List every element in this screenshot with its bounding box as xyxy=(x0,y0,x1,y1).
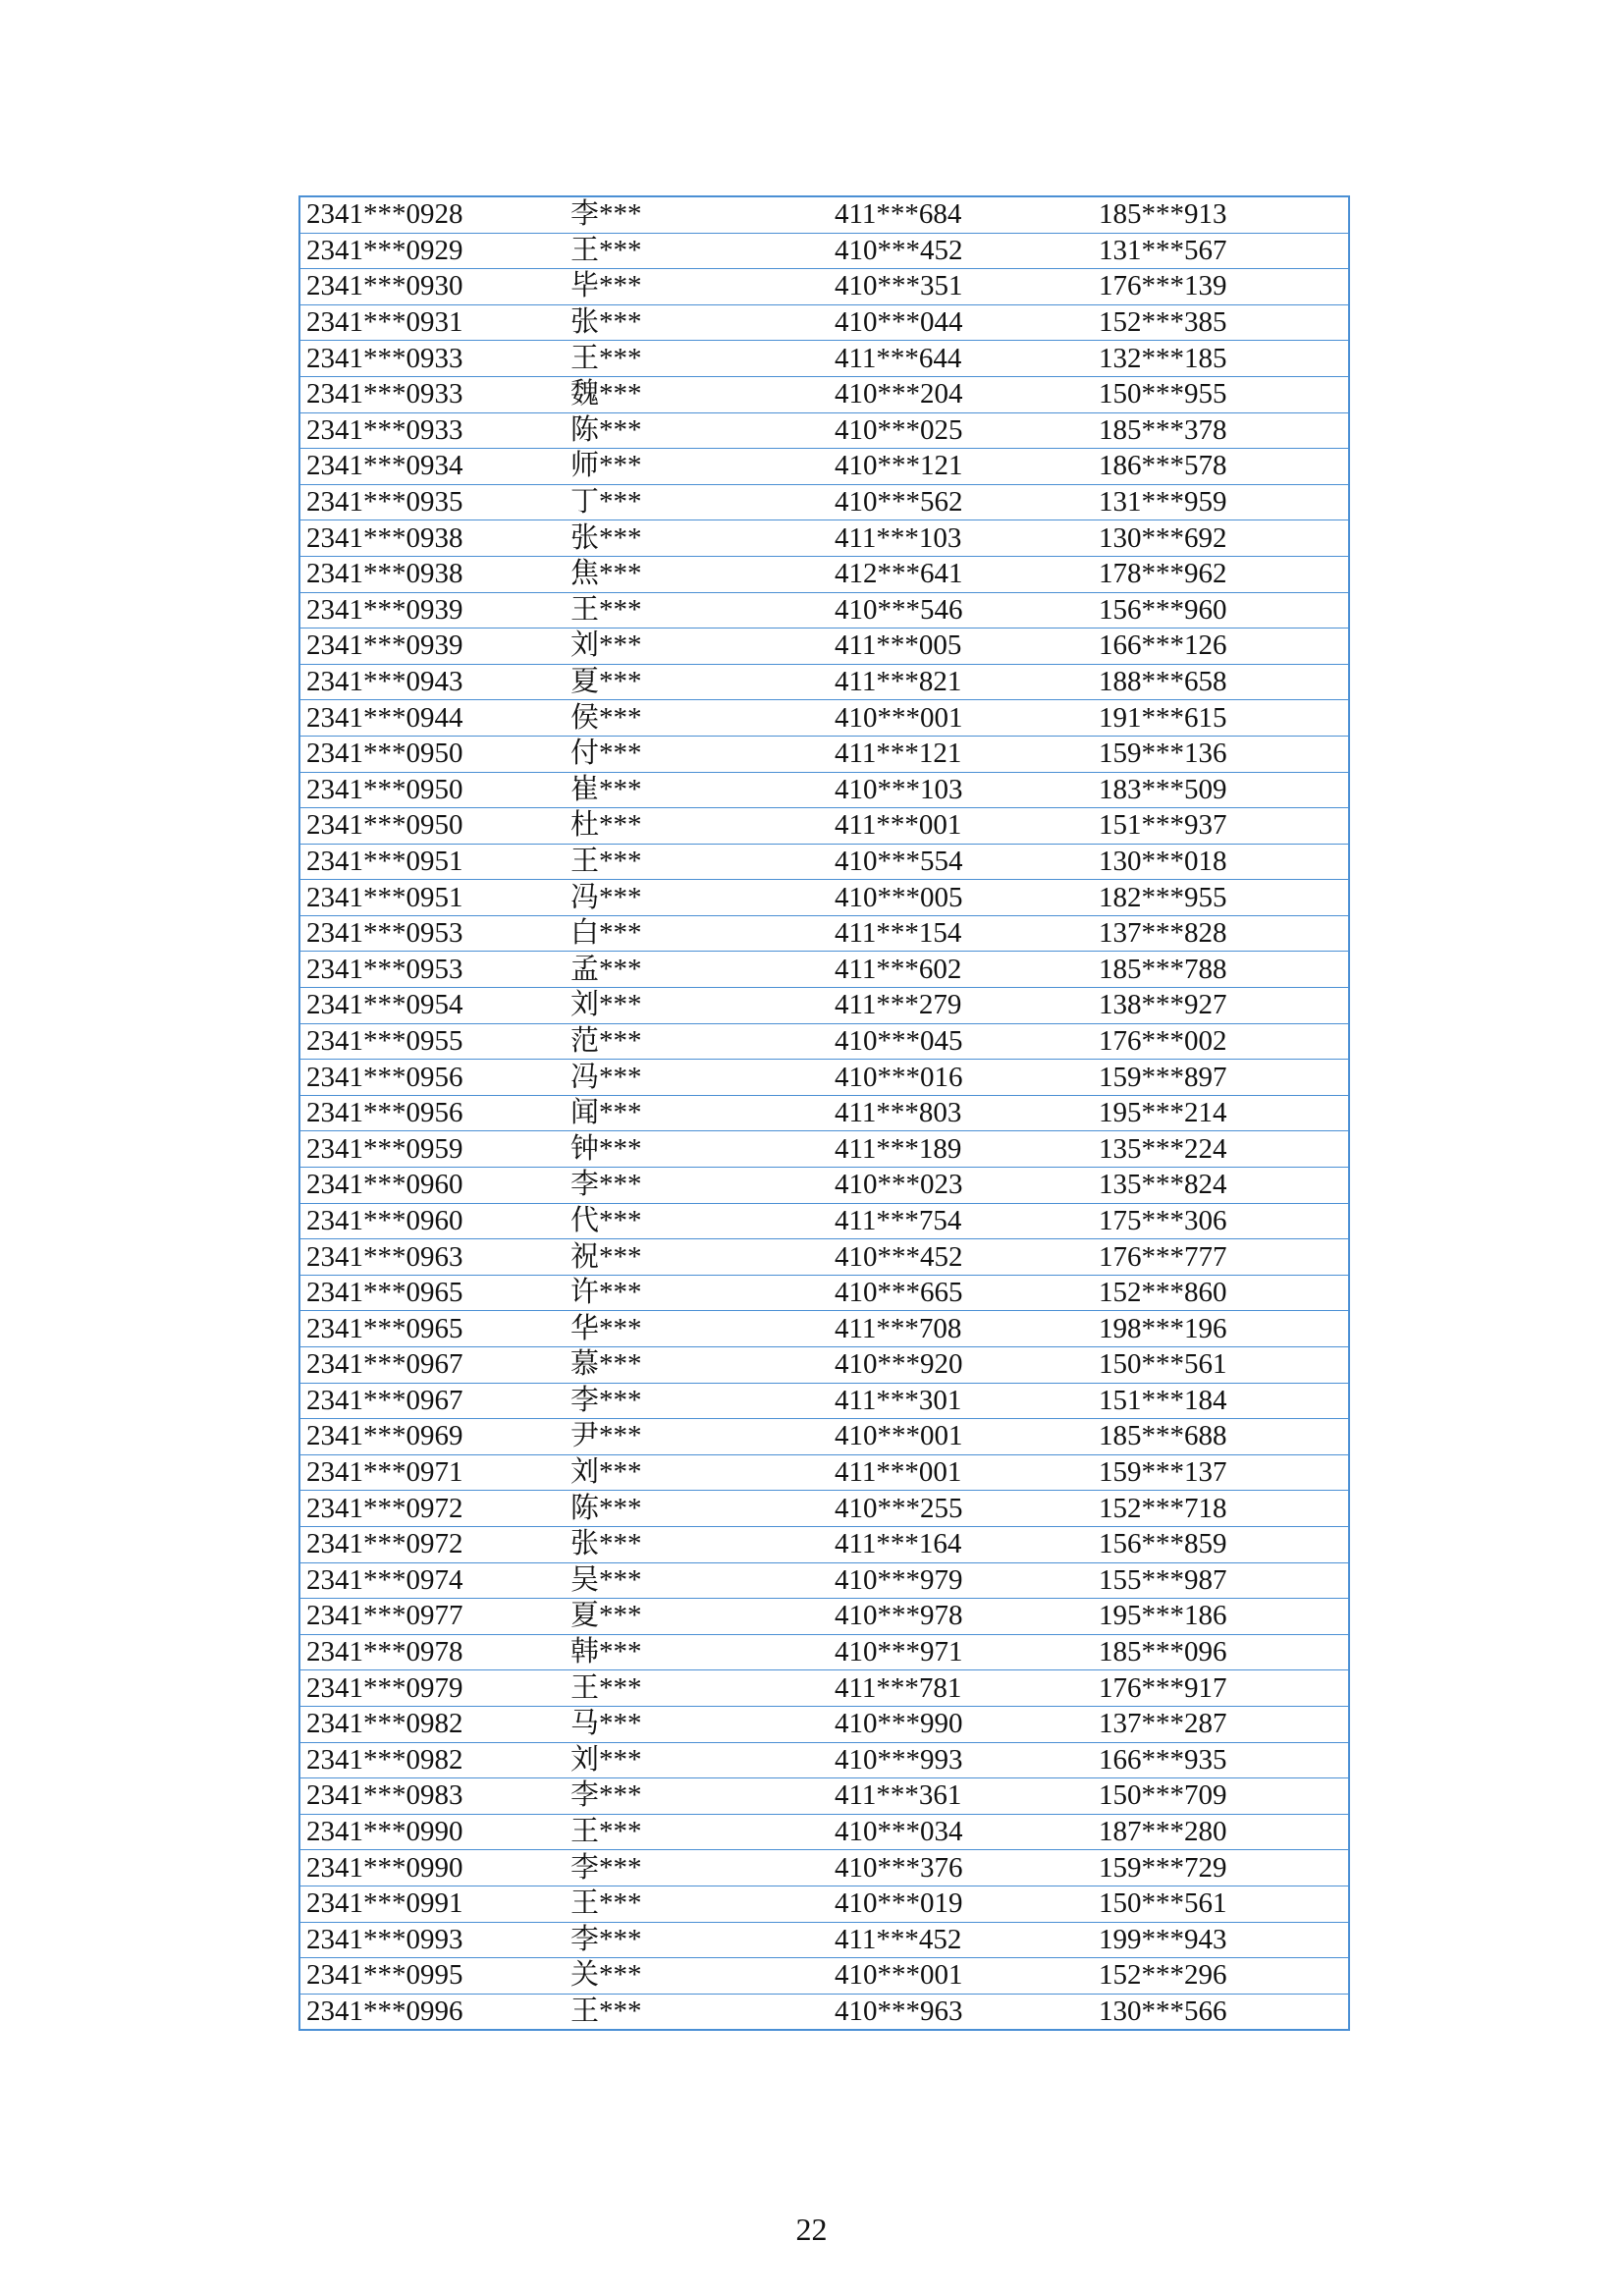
cell-student-id: 2341***0991 xyxy=(299,1886,565,1922)
cell-name: 韩*** xyxy=(565,1634,829,1670)
cell-name: 华*** xyxy=(565,1311,829,1347)
table-row xyxy=(299,1814,1349,1850)
cell-id-number: 411***001 xyxy=(829,1454,1093,1491)
cell-name: 陈*** xyxy=(565,412,829,449)
table-row xyxy=(299,1131,1349,1168)
table-row xyxy=(299,1203,1349,1239)
cell-name: 王*** xyxy=(565,1814,829,1850)
cell-student-id: 2341***0950 xyxy=(299,808,565,845)
cell-name: 李*** xyxy=(565,1383,829,1419)
cell-phone: 175***306 xyxy=(1093,1203,1349,1239)
cell-phone: 151***184 xyxy=(1093,1383,1349,1419)
table-row xyxy=(299,1347,1349,1384)
cell-id-number: 410***665 xyxy=(829,1275,1093,1311)
cell-student-id: 2341***0938 xyxy=(299,520,565,557)
cell-id-number: 411***644 xyxy=(829,341,1093,377)
cell-phone: 137***287 xyxy=(1093,1706,1349,1742)
cell-phone: 132***185 xyxy=(1093,341,1349,377)
cell-id-number: 411***803 xyxy=(829,1095,1093,1131)
cell-phone: 198***196 xyxy=(1093,1311,1349,1347)
cell-id-number: 410***016 xyxy=(829,1060,1093,1096)
cell-id-number: 411***154 xyxy=(829,915,1093,952)
cell-student-id: 2341***0983 xyxy=(299,1778,565,1815)
cell-phone: 185***913 xyxy=(1093,196,1349,233)
cell-phone: 155***987 xyxy=(1093,1562,1349,1599)
cell-id-number: 410***019 xyxy=(829,1886,1093,1922)
cell-name: 吴*** xyxy=(565,1562,829,1599)
table-row xyxy=(299,1958,1349,1995)
cell-name: 夏*** xyxy=(565,664,829,700)
cell-student-id: 2341***0944 xyxy=(299,700,565,737)
table-row xyxy=(299,1168,1349,1204)
cell-student-id: 2341***0931 xyxy=(299,304,565,341)
cell-name: 慕*** xyxy=(565,1347,829,1384)
table-row xyxy=(299,988,1349,1024)
cell-phone: 166***935 xyxy=(1093,1742,1349,1778)
cell-id-number: 411***189 xyxy=(829,1131,1093,1168)
cell-id-number: 410***963 xyxy=(829,1994,1093,2030)
cell-name: 王*** xyxy=(565,1994,829,2030)
cell-id-number: 411***708 xyxy=(829,1311,1093,1347)
cell-id-number: 411***005 xyxy=(829,629,1093,665)
cell-student-id: 2341***0993 xyxy=(299,1922,565,1958)
cell-student-id: 2341***0955 xyxy=(299,1023,565,1060)
cell-student-id: 2341***0953 xyxy=(299,952,565,988)
cell-name: 李*** xyxy=(565,1850,829,1886)
cell-name: 孟*** xyxy=(565,952,829,988)
cell-id-number: 411***164 xyxy=(829,1526,1093,1562)
cell-student-id: 2341***0939 xyxy=(299,629,565,665)
cell-student-id: 2341***0977 xyxy=(299,1599,565,1635)
table-row xyxy=(299,772,1349,808)
table-row xyxy=(299,1706,1349,1742)
table-row xyxy=(299,1419,1349,1455)
cell-id-number: 412***641 xyxy=(829,556,1093,592)
cell-student-id: 2341***0960 xyxy=(299,1203,565,1239)
cell-phone: 187***280 xyxy=(1093,1814,1349,1850)
cell-id-number: 410***971 xyxy=(829,1634,1093,1670)
table-row xyxy=(299,1634,1349,1670)
cell-name: 杜*** xyxy=(565,808,829,845)
cell-student-id: 2341***0933 xyxy=(299,341,565,377)
cell-name: 王*** xyxy=(565,844,829,880)
cell-student-id: 2341***0990 xyxy=(299,1850,565,1886)
cell-id-number: 410***993 xyxy=(829,1742,1093,1778)
cell-name: 刘*** xyxy=(565,1454,829,1491)
cell-name: 付*** xyxy=(565,736,829,772)
table-row xyxy=(299,1454,1349,1491)
cell-phone: 151***937 xyxy=(1093,808,1349,845)
table-row xyxy=(299,412,1349,449)
cell-name: 尹*** xyxy=(565,1419,829,1455)
cell-student-id: 2341***0951 xyxy=(299,880,565,916)
cell-id-number: 410***044 xyxy=(829,304,1093,341)
cell-name: 焦*** xyxy=(565,556,829,592)
cell-id-number: 410***001 xyxy=(829,1958,1093,1995)
cell-phone: 199***943 xyxy=(1093,1922,1349,1958)
table-row xyxy=(299,736,1349,772)
cell-phone: 150***955 xyxy=(1093,376,1349,412)
cell-name: 钟*** xyxy=(565,1131,829,1168)
table-row xyxy=(299,484,1349,520)
table-row xyxy=(299,341,1349,377)
cell-phone: 131***959 xyxy=(1093,484,1349,520)
cell-student-id: 2341***0969 xyxy=(299,1419,565,1455)
cell-phone: 176***917 xyxy=(1093,1670,1349,1707)
cell-id-number: 410***204 xyxy=(829,376,1093,412)
cell-student-id: 2341***0939 xyxy=(299,592,565,629)
cell-student-id: 2341***0965 xyxy=(299,1275,565,1311)
cell-student-id: 2341***0956 xyxy=(299,1060,565,1096)
table-row xyxy=(299,376,1349,412)
cell-id-number: 410***001 xyxy=(829,1419,1093,1455)
cell-phone: 131***567 xyxy=(1093,233,1349,269)
cell-phone: 185***096 xyxy=(1093,1634,1349,1670)
cell-student-id: 2341***0929 xyxy=(299,233,565,269)
cell-phone: 150***561 xyxy=(1093,1347,1349,1384)
cell-student-id: 2341***0990 xyxy=(299,1814,565,1850)
cell-id-number: 411***121 xyxy=(829,736,1093,772)
cell-id-number: 410***045 xyxy=(829,1023,1093,1060)
cell-id-number: 411***781 xyxy=(829,1670,1093,1707)
cell-phone: 159***729 xyxy=(1093,1850,1349,1886)
table-row xyxy=(299,664,1349,700)
cell-name: 张*** xyxy=(565,520,829,557)
table-row xyxy=(299,1670,1349,1707)
cell-id-number: 410***034 xyxy=(829,1814,1093,1850)
cell-name: 许*** xyxy=(565,1275,829,1311)
cell-student-id: 2341***0996 xyxy=(299,1994,565,2030)
cell-id-number: 411***821 xyxy=(829,664,1093,700)
cell-id-number: 410***005 xyxy=(829,880,1093,916)
cell-name: 陈*** xyxy=(565,1491,829,1527)
cell-id-number: 410***255 xyxy=(829,1491,1093,1527)
cell-phone: 159***897 xyxy=(1093,1060,1349,1096)
table-row xyxy=(299,808,1349,845)
cell-phone: 152***296 xyxy=(1093,1958,1349,1995)
cell-id-number: 410***103 xyxy=(829,772,1093,808)
cell-name: 白*** xyxy=(565,915,829,952)
cell-student-id: 2341***0933 xyxy=(299,376,565,412)
cell-name: 夏*** xyxy=(565,1599,829,1635)
cell-phone: 166***126 xyxy=(1093,629,1349,665)
cell-id-number: 410***025 xyxy=(829,412,1093,449)
cell-name: 李*** xyxy=(565,1168,829,1204)
cell-name: 刘*** xyxy=(565,1742,829,1778)
cell-phone: 150***561 xyxy=(1093,1886,1349,1922)
roster-table-body xyxy=(299,196,1349,2030)
cell-name: 魏*** xyxy=(565,376,829,412)
cell-id-number: 410***990 xyxy=(829,1706,1093,1742)
cell-student-id: 2341***0956 xyxy=(299,1095,565,1131)
cell-phone: 135***224 xyxy=(1093,1131,1349,1168)
cell-phone: 135***824 xyxy=(1093,1168,1349,1204)
cell-id-number: 410***376 xyxy=(829,1850,1093,1886)
cell-id-number: 411***452 xyxy=(829,1922,1093,1958)
cell-name: 李*** xyxy=(565,1778,829,1815)
cell-name: 代*** xyxy=(565,1203,829,1239)
cell-phone: 191***615 xyxy=(1093,700,1349,737)
table-row xyxy=(299,196,1349,233)
cell-phone: 182***955 xyxy=(1093,880,1349,916)
table-row xyxy=(299,1886,1349,1922)
cell-name: 李*** xyxy=(565,1922,829,1958)
cell-phone: 185***688 xyxy=(1093,1419,1349,1455)
cell-phone: 176***777 xyxy=(1093,1239,1349,1276)
cell-phone: 130***566 xyxy=(1093,1994,1349,2030)
cell-name: 丁*** xyxy=(565,484,829,520)
cell-name: 侯*** xyxy=(565,700,829,737)
table-row xyxy=(299,1275,1349,1311)
cell-id-number: 410***554 xyxy=(829,844,1093,880)
cell-phone: 137***828 xyxy=(1093,915,1349,952)
table-row xyxy=(299,700,1349,737)
cell-student-id: 2341***0972 xyxy=(299,1526,565,1562)
table-row xyxy=(299,844,1349,880)
cell-student-id: 2341***0965 xyxy=(299,1311,565,1347)
cell-phone: 159***136 xyxy=(1093,736,1349,772)
cell-student-id: 2341***0974 xyxy=(299,1562,565,1599)
cell-student-id: 2341***0959 xyxy=(299,1131,565,1168)
table-row xyxy=(299,1239,1349,1276)
cell-name: 李*** xyxy=(565,196,829,233)
table-row xyxy=(299,556,1349,592)
cell-name: 王*** xyxy=(565,341,829,377)
cell-student-id: 2341***0967 xyxy=(299,1383,565,1419)
cell-student-id: 2341***0938 xyxy=(299,556,565,592)
table-row xyxy=(299,1060,1349,1096)
table-row xyxy=(299,1922,1349,1958)
cell-id-number: 411***301 xyxy=(829,1383,1093,1419)
cell-phone: 186***578 xyxy=(1093,449,1349,485)
table-row xyxy=(299,1095,1349,1131)
table-row xyxy=(299,1311,1349,1347)
table-row xyxy=(299,1994,1349,2030)
cell-student-id: 2341***0954 xyxy=(299,988,565,1024)
cell-student-id: 2341***0943 xyxy=(299,664,565,700)
cell-student-id: 2341***0933 xyxy=(299,412,565,449)
cell-phone: 178***962 xyxy=(1093,556,1349,592)
table-row xyxy=(299,1850,1349,1886)
table-row xyxy=(299,1599,1349,1635)
cell-phone: 159***137 xyxy=(1093,1454,1349,1491)
cell-student-id: 2341***0982 xyxy=(299,1706,565,1742)
cell-name: 祝*** xyxy=(565,1239,829,1276)
table-row xyxy=(299,1778,1349,1815)
table-row xyxy=(299,1383,1349,1419)
cell-phone: 156***960 xyxy=(1093,592,1349,629)
cell-student-id: 2341***0967 xyxy=(299,1347,565,1384)
cell-id-number: 410***452 xyxy=(829,1239,1093,1276)
cell-name: 王*** xyxy=(565,592,829,629)
cell-student-id: 2341***0930 xyxy=(299,269,565,305)
cell-phone: 176***002 xyxy=(1093,1023,1349,1060)
cell-phone: 152***860 xyxy=(1093,1275,1349,1311)
cell-name: 师*** xyxy=(565,449,829,485)
table-row xyxy=(299,1526,1349,1562)
table-row xyxy=(299,1562,1349,1599)
cell-phone: 176***139 xyxy=(1093,269,1349,305)
cell-student-id: 2341***0953 xyxy=(299,915,565,952)
cell-id-number: 411***103 xyxy=(829,520,1093,557)
cell-id-number: 410***562 xyxy=(829,484,1093,520)
cell-student-id: 2341***0963 xyxy=(299,1239,565,1276)
cell-student-id: 2341***0982 xyxy=(299,1742,565,1778)
cell-name: 崔*** xyxy=(565,772,829,808)
cell-phone: 183***509 xyxy=(1093,772,1349,808)
table-row xyxy=(299,1023,1349,1060)
cell-name: 关*** xyxy=(565,1958,829,1995)
cell-phone: 185***378 xyxy=(1093,412,1349,449)
cell-name: 王*** xyxy=(565,1670,829,1707)
cell-id-number: 410***121 xyxy=(829,449,1093,485)
cell-name: 冯*** xyxy=(565,1060,829,1096)
cell-student-id: 2341***0972 xyxy=(299,1491,565,1527)
cell-student-id: 2341***0950 xyxy=(299,736,565,772)
cell-name: 王*** xyxy=(565,233,829,269)
cell-name: 毕*** xyxy=(565,269,829,305)
cell-name: 范*** xyxy=(565,1023,829,1060)
table-row xyxy=(299,952,1349,988)
cell-student-id: 2341***0951 xyxy=(299,844,565,880)
cell-id-number: 411***602 xyxy=(829,952,1093,988)
cell-id-number: 410***351 xyxy=(829,269,1093,305)
cell-name: 王*** xyxy=(565,1886,829,1922)
cell-phone: 188***658 xyxy=(1093,664,1349,700)
cell-student-id: 2341***0935 xyxy=(299,484,565,520)
cell-student-id: 2341***0928 xyxy=(299,196,565,233)
cell-id-number: 410***920 xyxy=(829,1347,1093,1384)
cell-student-id: 2341***0979 xyxy=(299,1670,565,1707)
table-row xyxy=(299,1491,1349,1527)
table-row xyxy=(299,520,1349,557)
cell-student-id: 2341***0971 xyxy=(299,1454,565,1491)
table-row xyxy=(299,592,1349,629)
cell-phone: 152***718 xyxy=(1093,1491,1349,1527)
cell-name: 张*** xyxy=(565,304,829,341)
table-row xyxy=(299,269,1349,305)
cell-phone: 130***692 xyxy=(1093,520,1349,557)
cell-phone: 138***927 xyxy=(1093,988,1349,1024)
cell-id-number: 410***979 xyxy=(829,1562,1093,1599)
cell-name: 刘*** xyxy=(565,988,829,1024)
cell-id-number: 410***546 xyxy=(829,592,1093,629)
table-row xyxy=(299,880,1349,916)
table-row xyxy=(299,233,1349,269)
cell-name: 马*** xyxy=(565,1706,829,1742)
cell-phone: 152***385 xyxy=(1093,304,1349,341)
cell-id-number: 410***023 xyxy=(829,1168,1093,1204)
cell-phone: 195***186 xyxy=(1093,1599,1349,1635)
cell-phone: 130***018 xyxy=(1093,844,1349,880)
cell-student-id: 2341***0950 xyxy=(299,772,565,808)
cell-id-number: 410***978 xyxy=(829,1599,1093,1635)
cell-student-id: 2341***0995 xyxy=(299,1958,565,1995)
cell-id-number: 411***361 xyxy=(829,1778,1093,1815)
cell-student-id: 2341***0934 xyxy=(299,449,565,485)
cell-phone: 195***214 xyxy=(1093,1095,1349,1131)
table-row xyxy=(299,449,1349,485)
cell-student-id: 2341***0960 xyxy=(299,1168,565,1204)
table-row xyxy=(299,304,1349,341)
cell-id-number: 410***452 xyxy=(829,233,1093,269)
table-row xyxy=(299,629,1349,665)
table-row xyxy=(299,1742,1349,1778)
cell-name: 冯*** xyxy=(565,880,829,916)
cell-phone: 185***788 xyxy=(1093,952,1349,988)
cell-id-number: 411***001 xyxy=(829,808,1093,845)
cell-name: 刘*** xyxy=(565,629,829,665)
cell-name: 张*** xyxy=(565,1526,829,1562)
cell-student-id: 2341***0978 xyxy=(299,1634,565,1670)
cell-id-number: 411***684 xyxy=(829,196,1093,233)
cell-id-number: 411***279 xyxy=(829,988,1093,1024)
cell-id-number: 410***001 xyxy=(829,700,1093,737)
cell-id-number: 411***754 xyxy=(829,1203,1093,1239)
cell-name: 闻*** xyxy=(565,1095,829,1131)
cell-phone: 156***859 xyxy=(1093,1526,1349,1562)
table-row xyxy=(299,915,1349,952)
roster-table xyxy=(298,195,1350,2031)
cell-phone: 150***709 xyxy=(1093,1778,1349,1815)
page-number: 22 xyxy=(795,2212,828,2247)
